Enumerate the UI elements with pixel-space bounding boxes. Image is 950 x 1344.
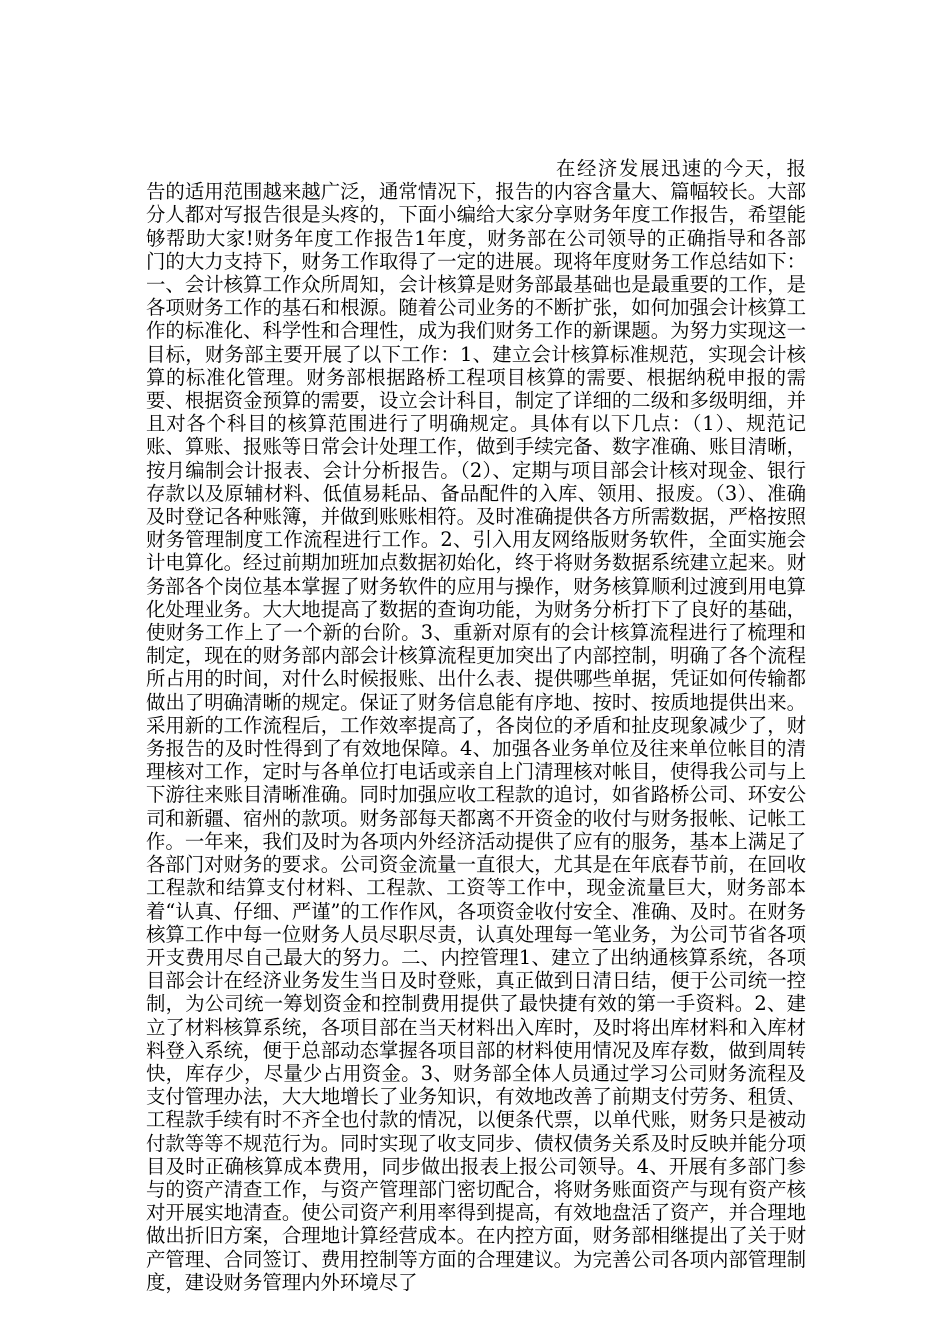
body-paragraph: 在经济发展迅速的今天，报告的适用范围越来越广泛，通常情况下，报告的内容含量大、篇幅较长。大部分人都对写报告很是头疼的，下面小编给大家分享财务年度工作报告，希望能够帮助大家!财务年度工作报告1年度，财务部在公司领导的正确指导和各部门的大力支持下，财务工作取得了一定的进展。现将年度财务工作总结如下：一、会计核算工作众所周知，会计核算是财务部最基础也是最重要的工作，是各项财务工作的基石和根源。随着公司业务的不断扩张，如何加强会计核算工作的标准化、科学性和合理性，成为我们财务工作的新课题。为努力实现这一目标，财务部主要开展了以下工作：1、建立会计核算标准规范，实现会计核算的标准化管理。财务部根据路桥工程项目核算的需要、根据纳税申报的需要、根据资金预算的需要，设立会计科目，制定了详细的二级和多级明细，并且对各个科目的核算范围进行了明确规定。具体有以下几点：（1）、规范记账、算账、报账等日常会计处理工作，做到手续完备、数字准确、账目清晰，按月编制会计报表、会计分析报告。（2）、定期与项目部会计核对现金、银行存款以及原辅材料、低值易耗品、备品配件的入库、领用、报废。（3）、准确及时登记各种账簿，并做到账账相符。及时准确提供各方所需数据，严格按照财务管理制度工作流程进行工作。2、引入用友网络版财务软件，全面实施会计电算化。经过前期加班加点数据初始化，终于将财务数据系统建立起来。财务部各个岗位基本掌握了财务软件的应用与操作，财务核算顺利过渡到用电算化处理业务。大大地提高了数据的查询功能，为财务分析打下了良好的基础，使财务工作上了一个新的台阶。3、重新对原有的会计核算流程进行了梳理和制定，现在的财务部内部会计核算流程更加突出了内部控制，明确了各个流程所占用的时间，对什么时候报账、出什么表、提供哪些单据，凭证如何传输都做出了明确清晰的规定。保证了财务信息能有序地、按时、按质地提供出来。采用新的工作流程后，工作效率提高了，各岗位的矛盾和扯皮现象减少了，财务报告的及时性得到了有效地保障。4、加强各业务单位及往来单位帐目的清理核对工作，定时与各单位打电话或亲自上门清理核对帐目，使得我公司与上下游往来账目清晰准确。同时加强应收工程款的追讨，如省路桥公司、环安公司和新疆、宿州的款项。财务部每天都离不开资金的收付与财务报帐、记帐工作。一年来，我们及时为各项内外经济活动提供了应有的服务，基本上满足了各部门对财务的要求。公司资金流量一直很大，尤其是在年底春节前，在回收工程款和结算支付材料、工程款、工资等工作中，现金流量巨大，财务部本着“认真、仔细、严谨”的工作作风，各项资金收付安全、准确、及时。在财务核算工作中每一位财务人员尽职尽责，认真处理每一笔业务，为公司节省各项开支费用尽自己最大的努力。二、内控管理1、建立了出纳通核算系统，各项目部会计在经济业务发生当日及时登账，真正做到日清日结，便于公司统一控制，为公司统一筹划资金和控制费用提供了最快捷有效的第一手资料。2、建立了材料核算系统，各项目部在当天材料出入库时，及时将出库材料和入库材料登入系统，便于总部动态掌握各项目部的材料使用情况及库存数，做到周转快，库存少，尽量少占用资金。3、财务部全体人员通过学习公司财务流程及支付管理办法，大大地增长了业务知识，有效地改善了前期支付劳务、租赁、工程款手续有时不齐全也付款的情况，以便条代票，以单代账，财务只是被动付款等等不规范行为。同时实现了收支同步、债权债务关系及时反映并能分项目及时正确核算成本费用，同步做出报表上报公司领导。4、开展有多部门参与的资产清查工作，与资产管理部门密切配合，将财务账面资产与现有资产核对开展实地清查。使公司资产利用率得到提高，有效地盘活了资产，并合理地做出折旧方案，合理地计算经营成本。在内控方面，财务部相继提出了关于财产管理、合同签订、费用控制等方面的合理建议。为完善公司各项内部管理制度，建设财务管理内外环境尽了	[146, 157, 806, 1294]
